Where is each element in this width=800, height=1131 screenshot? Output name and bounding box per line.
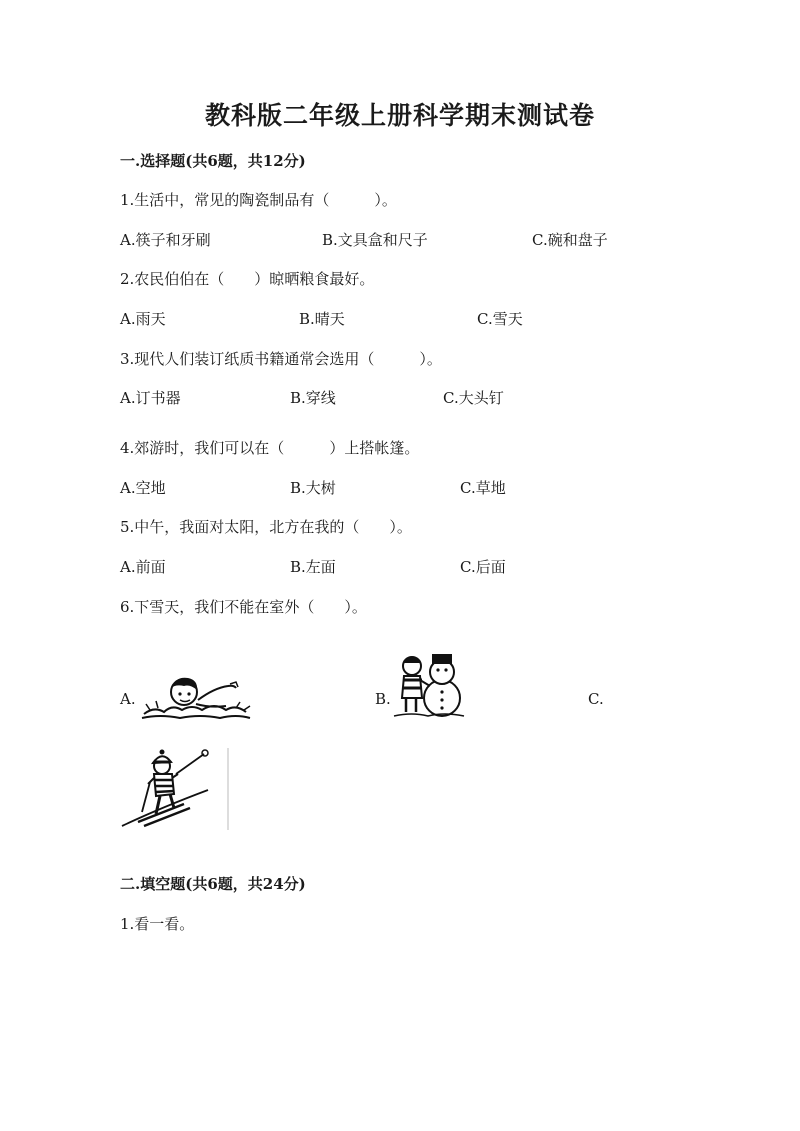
section-heading-choice: 一.选择题(共6题，共12分) xyxy=(120,152,306,170)
q5-option-b[interactable]: B.左面 xyxy=(290,558,336,576)
q6-option-a[interactable]: A. xyxy=(120,690,136,708)
q5-option-a[interactable]: A.前面 xyxy=(120,558,166,576)
swimming-child-icon xyxy=(140,670,252,722)
q4-option-c[interactable]: C.草地 xyxy=(460,479,506,497)
q1-option-b[interactable]: B.文具盒和尺子 xyxy=(322,231,428,249)
q3-option-c[interactable]: C.大头钉 xyxy=(443,389,504,407)
q3-option-b[interactable]: B.穿线 xyxy=(290,389,336,407)
question-2: 2.农民伯伯在（ ）晾晒粮食最好。 xyxy=(120,270,375,288)
q1-option-c[interactable]: C.碗和盘子 xyxy=(532,231,608,249)
q4-option-b[interactable]: B.大树 xyxy=(290,479,336,497)
snowman-child-icon xyxy=(392,650,468,722)
section-heading-fill-in: 二.填空题(共6题，共24分) xyxy=(120,875,306,893)
q3-option-a[interactable]: A.订书器 xyxy=(120,389,181,407)
question-3: 3.现代人们装订纸质书籍通常会选用（ ）。 xyxy=(120,350,442,368)
q4-option-a[interactable]: A.空地 xyxy=(120,479,166,497)
q2-option-c[interactable]: C.雪天 xyxy=(477,310,523,328)
q5-option-c[interactable]: C.后面 xyxy=(460,558,506,576)
q2-option-a[interactable]: A.雨天 xyxy=(120,310,166,328)
q6-option-b[interactable]: B. xyxy=(375,690,391,708)
page-title: 教科版二年级上册科学期末测试卷 xyxy=(204,101,595,130)
q2-option-b[interactable]: B.晴天 xyxy=(299,310,345,328)
question-5: 5.中午，我面对太阳，北方在我的（ ）。 xyxy=(120,518,412,536)
question-6: 6.下雪天，我们不能在室外（ ）。 xyxy=(120,598,367,616)
skiing-child-icon xyxy=(120,748,232,832)
question-4: 4.郊游时，我们可以在（ ）上搭帐篷。 xyxy=(120,439,420,457)
q1-option-a[interactable]: A.筷子和牙刷 xyxy=(120,231,211,249)
fill-question-1: 1.看一看。 xyxy=(120,915,195,933)
question-1: 1.生活中，常见的陶瓷制品有（ ）。 xyxy=(120,191,397,209)
q6-option-c[interactable]: C. xyxy=(588,690,604,708)
